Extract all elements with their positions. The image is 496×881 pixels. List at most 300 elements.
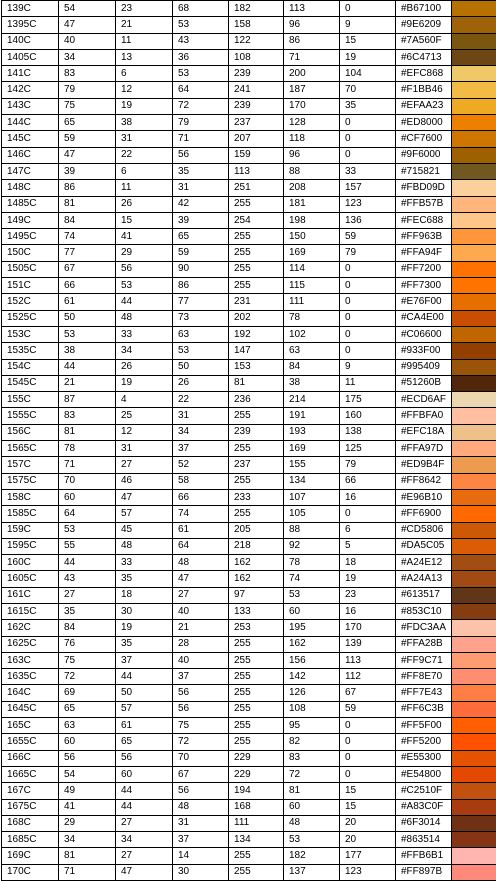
- rgb-b-cell: 0: [340, 766, 396, 782]
- cmyk-c-cell: 63: [59, 718, 116, 734]
- hex-code-cell: #715821: [396, 163, 452, 179]
- rgb-r-cell: 97: [229, 587, 284, 603]
- rgb-r-cell: 255: [229, 848, 284, 864]
- rgb-g-cell: 187: [284, 82, 340, 98]
- rgb-b-cell: 0: [340, 326, 396, 342]
- rgb-g-cell: 92: [284, 538, 340, 554]
- hex-code-cell: #ED8000: [396, 115, 452, 131]
- rgb-g-cell: 96: [284, 147, 340, 163]
- cmyk-c-cell: 50: [59, 310, 116, 326]
- rgb-b-cell: 170: [340, 620, 396, 636]
- color-swatch: [452, 115, 496, 131]
- color-swatch: [452, 17, 496, 33]
- hex-code-cell: #C06600: [396, 326, 452, 342]
- rgb-b-cell: 157: [340, 180, 396, 196]
- color-swatch: [452, 163, 496, 179]
- cmyk-y-cell: 26: [173, 375, 229, 391]
- table-row: [2, 766, 496, 782]
- rgb-r-cell: 133: [229, 603, 284, 619]
- rgb-r-cell: 255: [229, 685, 284, 701]
- pms-code-cell: 1395C: [2, 17, 59, 33]
- rgb-g-cell: 107: [284, 489, 340, 505]
- cmyk-m-cell: 27: [116, 815, 173, 831]
- hex-code-cell: #FDC3AA: [396, 620, 452, 636]
- rgb-g-cell: 162: [284, 636, 340, 652]
- rgb-g-cell: 53: [284, 832, 340, 848]
- cmyk-y-cell: 40: [173, 652, 229, 668]
- cmyk-c-cell: 60: [59, 734, 116, 750]
- pms-code-cell: 1545C: [2, 375, 59, 391]
- table-row: [2, 212, 496, 228]
- rgb-g-cell: 182: [284, 848, 340, 864]
- table-row: [2, 506, 496, 522]
- cmyk-y-cell: 34: [173, 424, 229, 440]
- cmyk-y-cell: 66: [173, 489, 229, 505]
- cmyk-c-cell: 56: [59, 750, 116, 766]
- cmyk-c-cell: 40: [59, 33, 116, 49]
- cmyk-c-cell: 66: [59, 278, 116, 294]
- cmyk-y-cell: 30: [173, 864, 229, 880]
- cmyk-m-cell: 27: [116, 457, 173, 473]
- rgb-b-cell: 0: [340, 278, 396, 294]
- pms-code-cell: 170C: [2, 864, 59, 880]
- rgb-r-cell: 255: [229, 506, 284, 522]
- cmyk-y-cell: 64: [173, 82, 229, 98]
- cmyk-c-cell: 72: [59, 669, 116, 685]
- cmyk-m-cell: 56: [116, 261, 173, 277]
- rgb-g-cell: 88: [284, 163, 340, 179]
- table-row: [2, 408, 496, 424]
- pms-code-cell: 149C: [2, 212, 59, 228]
- rgb-b-cell: 9: [340, 359, 396, 375]
- cmyk-y-cell: 56: [173, 147, 229, 163]
- color-swatch: [452, 245, 496, 261]
- cmyk-c-cell: 44: [59, 555, 116, 571]
- hex-code-cell: #9E6209: [396, 17, 452, 33]
- hex-code-cell: #FF9C71: [396, 652, 452, 668]
- cmyk-m-cell: 48: [116, 310, 173, 326]
- cmyk-m-cell: 18: [116, 587, 173, 603]
- pms-code-cell: 148C: [2, 180, 59, 196]
- cmyk-c-cell: 38: [59, 343, 116, 359]
- rgb-g-cell: 150: [284, 229, 340, 245]
- pms-code-cell: 145C: [2, 131, 59, 147]
- cmyk-y-cell: 64: [173, 538, 229, 554]
- color-swatch: [452, 766, 496, 782]
- rgb-b-cell: 19: [340, 49, 396, 65]
- cmyk-c-cell: 47: [59, 147, 116, 163]
- cmyk-y-cell: 72: [173, 98, 229, 114]
- pms-code-cell: 150C: [2, 245, 59, 261]
- color-swatch: [452, 326, 496, 342]
- cmyk-c-cell: 71: [59, 864, 116, 880]
- rgb-b-cell: 67: [340, 685, 396, 701]
- color-swatch: [452, 815, 496, 831]
- table-row: [2, 555, 496, 571]
- rgb-g-cell: 126: [284, 685, 340, 701]
- rgb-g-cell: 118: [284, 131, 340, 147]
- rgb-g-cell: 105: [284, 506, 340, 522]
- rgb-g-cell: 78: [284, 310, 340, 326]
- cmyk-y-cell: 47: [173, 571, 229, 587]
- rgb-b-cell: 35: [340, 98, 396, 114]
- rgb-g-cell: 60: [284, 799, 340, 815]
- cmyk-c-cell: 84: [59, 620, 116, 636]
- rgb-b-cell: 123: [340, 864, 396, 880]
- hex-code-cell: #7A560F: [396, 33, 452, 49]
- pms-code-cell: 151C: [2, 278, 59, 294]
- rgb-r-cell: 207: [229, 131, 284, 147]
- table-row: [2, 310, 496, 326]
- cmyk-m-cell: 46: [116, 473, 173, 489]
- color-swatch: [452, 294, 496, 310]
- cmyk-m-cell: 44: [116, 294, 173, 310]
- cmyk-y-cell: 43: [173, 33, 229, 49]
- cmyk-y-cell: 79: [173, 115, 229, 131]
- rgb-b-cell: 23: [340, 587, 396, 603]
- table-row: [2, 832, 496, 848]
- pms-code-cell: 142C: [2, 82, 59, 98]
- cmyk-c-cell: 55: [59, 538, 116, 554]
- hex-code-cell: #FFBFA0: [396, 408, 452, 424]
- color-swatch: [452, 98, 496, 114]
- color-swatch: [452, 131, 496, 147]
- cmyk-m-cell: 30: [116, 603, 173, 619]
- rgb-r-cell: 231: [229, 294, 284, 310]
- hex-code-cell: #FF963B: [396, 229, 452, 245]
- cmyk-m-cell: 53: [116, 278, 173, 294]
- hex-code-cell: #933F00: [396, 343, 452, 359]
- color-swatch: [452, 799, 496, 815]
- hex-code-cell: #853C10: [396, 603, 452, 619]
- rgb-b-cell: 0: [340, 506, 396, 522]
- table-row: [2, 489, 496, 505]
- table-row: [2, 636, 496, 652]
- cmyk-m-cell: 13: [116, 49, 173, 65]
- cmyk-m-cell: 48: [116, 538, 173, 554]
- cmyk-m-cell: 31: [116, 131, 173, 147]
- table-row: [2, 163, 496, 179]
- rgb-b-cell: 9: [340, 17, 396, 33]
- hex-code-cell: #A24A13: [396, 571, 452, 587]
- rgb-r-cell: 81: [229, 375, 284, 391]
- rgb-r-cell: 255: [229, 229, 284, 245]
- cmyk-m-cell: 4: [116, 392, 173, 408]
- table-row: [2, 147, 496, 163]
- hex-code-cell: #E55300: [396, 750, 452, 766]
- cmyk-m-cell: 23: [116, 1, 173, 17]
- rgb-b-cell: 20: [340, 815, 396, 831]
- rgb-r-cell: 113: [229, 163, 284, 179]
- hex-code-cell: #FF8642: [396, 473, 452, 489]
- cmyk-y-cell: 74: [173, 506, 229, 522]
- pms-code-cell: 1555C: [2, 408, 59, 424]
- rgb-b-cell: 15: [340, 783, 396, 799]
- cmyk-m-cell: 45: [116, 522, 173, 538]
- table-row: [2, 701, 496, 717]
- rgb-r-cell: 162: [229, 571, 284, 587]
- cmyk-c-cell: 41: [59, 799, 116, 815]
- cmyk-c-cell: 54: [59, 766, 116, 782]
- cmyk-m-cell: 38: [116, 115, 173, 131]
- color-swatch: [452, 473, 496, 489]
- cmyk-y-cell: 31: [173, 408, 229, 424]
- rgb-r-cell: 236: [229, 392, 284, 408]
- rgb-r-cell: 122: [229, 33, 284, 49]
- cmyk-m-cell: 60: [116, 766, 173, 782]
- cmyk-y-cell: 71: [173, 131, 229, 147]
- cmyk-c-cell: 54: [59, 1, 116, 17]
- table-row: [2, 17, 496, 33]
- cmyk-y-cell: 56: [173, 701, 229, 717]
- hex-code-cell: #FF6C3B: [396, 701, 452, 717]
- rgb-g-cell: 191: [284, 408, 340, 424]
- pms-code-cell: 147C: [2, 163, 59, 179]
- cmyk-c-cell: 39: [59, 163, 116, 179]
- cmyk-y-cell: 42: [173, 196, 229, 212]
- rgb-r-cell: 237: [229, 115, 284, 131]
- cmyk-c-cell: 75: [59, 652, 116, 668]
- rgb-g-cell: 83: [284, 750, 340, 766]
- color-swatch: [452, 392, 496, 408]
- hex-code-cell: #FF6900: [396, 506, 452, 522]
- cmyk-m-cell: 19: [116, 375, 173, 391]
- rgb-g-cell: 193: [284, 424, 340, 440]
- rgb-r-cell: 255: [229, 245, 284, 261]
- color-swatch: [452, 538, 496, 554]
- table-row: [2, 375, 496, 391]
- table-row: [2, 457, 496, 473]
- hex-code-cell: #B67100: [396, 1, 452, 17]
- color-swatch: [452, 196, 496, 212]
- cmyk-m-cell: 44: [116, 783, 173, 799]
- cmyk-m-cell: 35: [116, 636, 173, 652]
- cmyk-y-cell: 56: [173, 685, 229, 701]
- pms-code-cell: 166C: [2, 750, 59, 766]
- rgb-b-cell: 15: [340, 33, 396, 49]
- cmyk-c-cell: 47: [59, 17, 116, 33]
- color-swatch: [452, 832, 496, 848]
- rgb-r-cell: 239: [229, 66, 284, 82]
- color-swatch: [452, 180, 496, 196]
- pms-code-cell: 153C: [2, 326, 59, 342]
- rgb-r-cell: 205: [229, 522, 284, 538]
- table-row: [2, 571, 496, 587]
- cmyk-m-cell: 35: [116, 571, 173, 587]
- hex-code-cell: #FEC688: [396, 212, 452, 228]
- pms-code-cell: 1655C: [2, 734, 59, 750]
- hex-code-cell: #CF7600: [396, 131, 452, 147]
- cmyk-c-cell: 49: [59, 783, 116, 799]
- rgb-r-cell: 229: [229, 766, 284, 782]
- rgb-r-cell: 158: [229, 17, 284, 33]
- color-swatch: [452, 278, 496, 294]
- rgb-b-cell: 0: [340, 294, 396, 310]
- color-swatch: [452, 783, 496, 799]
- cmyk-m-cell: 25: [116, 408, 173, 424]
- pms-code-cell: 1505C: [2, 261, 59, 277]
- rgb-b-cell: 70: [340, 82, 396, 98]
- color-swatch: [452, 310, 496, 326]
- rgb-b-cell: 0: [340, 734, 396, 750]
- cmyk-c-cell: 74: [59, 229, 116, 245]
- rgb-g-cell: 198: [284, 212, 340, 228]
- table-row: [2, 359, 496, 375]
- cmyk-m-cell: 12: [116, 82, 173, 98]
- color-swatch: [452, 82, 496, 98]
- cmyk-c-cell: 64: [59, 506, 116, 522]
- rgb-b-cell: 59: [340, 701, 396, 717]
- hex-code-cell: #613517: [396, 587, 452, 603]
- rgb-r-cell: 255: [229, 441, 284, 457]
- rgb-r-cell: 255: [229, 636, 284, 652]
- cmyk-c-cell: 75: [59, 98, 116, 114]
- rgb-g-cell: 214: [284, 392, 340, 408]
- color-swatch: [452, 734, 496, 750]
- cmyk-m-cell: 47: [116, 864, 173, 880]
- cmyk-m-cell: 44: [116, 669, 173, 685]
- pms-code-cell: 164C: [2, 685, 59, 701]
- cmyk-c-cell: 61: [59, 294, 116, 310]
- cmyk-y-cell: 73: [173, 310, 229, 326]
- rgb-b-cell: 125: [340, 441, 396, 457]
- table-row: [2, 441, 496, 457]
- table-row: [2, 98, 496, 114]
- rgb-b-cell: 33: [340, 163, 396, 179]
- hex-code-cell: #FFB6B1: [396, 848, 452, 864]
- rgb-r-cell: 237: [229, 457, 284, 473]
- cmyk-c-cell: 34: [59, 832, 116, 848]
- cmyk-y-cell: 56: [173, 783, 229, 799]
- color-swatch: [452, 212, 496, 228]
- rgb-r-cell: 218: [229, 538, 284, 554]
- cmyk-c-cell: 70: [59, 473, 116, 489]
- color-swatch: [452, 147, 496, 163]
- hex-code-cell: #FBD09D: [396, 180, 452, 196]
- rgb-g-cell: 155: [284, 457, 340, 473]
- pms-code-cell: 1595C: [2, 538, 59, 554]
- pms-code-cell: 1495C: [2, 229, 59, 245]
- color-swatch: [452, 408, 496, 424]
- rgb-b-cell: 0: [340, 343, 396, 359]
- rgb-r-cell: 108: [229, 49, 284, 65]
- pms-code-cell: 1585C: [2, 506, 59, 522]
- rgb-b-cell: 175: [340, 392, 396, 408]
- rgb-b-cell: 0: [340, 147, 396, 163]
- rgb-g-cell: 38: [284, 375, 340, 391]
- rgb-r-cell: 255: [229, 734, 284, 750]
- cmyk-y-cell: 39: [173, 212, 229, 228]
- pms-code-cell: 162C: [2, 620, 59, 636]
- hex-code-cell: #E96B10: [396, 489, 452, 505]
- rgb-g-cell: 142: [284, 669, 340, 685]
- pms-code-cell: 1645C: [2, 701, 59, 717]
- table-row: [2, 718, 496, 734]
- table-row: [2, 734, 496, 750]
- rgb-g-cell: 156: [284, 652, 340, 668]
- color-swatch: [452, 652, 496, 668]
- hex-code-cell: #FF7E43: [396, 685, 452, 701]
- cmyk-m-cell: 37: [116, 652, 173, 668]
- rgb-g-cell: 113: [284, 1, 340, 17]
- cmyk-c-cell: 34: [59, 49, 116, 65]
- table-row: [2, 750, 496, 766]
- cmyk-c-cell: 83: [59, 66, 116, 82]
- rgb-b-cell: 18: [340, 555, 396, 571]
- table-row: [2, 669, 496, 685]
- pms-code-cell: 169C: [2, 848, 59, 864]
- table-row: [2, 261, 496, 277]
- table-row: [2, 245, 496, 261]
- table-row: [2, 603, 496, 619]
- hex-code-cell: #E54800: [396, 766, 452, 782]
- table-row: [2, 82, 496, 98]
- cmyk-c-cell: 83: [59, 408, 116, 424]
- rgb-g-cell: 170: [284, 98, 340, 114]
- rgb-b-cell: 79: [340, 245, 396, 261]
- color-swatch: [452, 522, 496, 538]
- hex-code-cell: #FF7300: [396, 278, 452, 294]
- color-swatch: [452, 864, 496, 880]
- cmyk-m-cell: 22: [116, 147, 173, 163]
- hex-code-cell: #CD5806: [396, 522, 452, 538]
- cmyk-c-cell: 86: [59, 180, 116, 196]
- cmyk-y-cell: 48: [173, 799, 229, 815]
- rgb-b-cell: 0: [340, 718, 396, 734]
- table-row: [2, 587, 496, 603]
- rgb-g-cell: 134: [284, 473, 340, 489]
- rgb-r-cell: 241: [229, 82, 284, 98]
- rgb-r-cell: 194: [229, 783, 284, 799]
- cmyk-c-cell: 76: [59, 636, 116, 652]
- rgb-b-cell: 113: [340, 652, 396, 668]
- pms-code-cell: 1565C: [2, 441, 59, 457]
- rgb-b-cell: 0: [340, 115, 396, 131]
- color-swatch: [452, 261, 496, 277]
- cmyk-m-cell: 34: [116, 343, 173, 359]
- color-swatch: [452, 571, 496, 587]
- hex-code-cell: #ED9B4F: [396, 457, 452, 473]
- pms-code-cell: 1665C: [2, 766, 59, 782]
- cmyk-m-cell: 33: [116, 326, 173, 342]
- cmyk-m-cell: 34: [116, 832, 173, 848]
- rgb-g-cell: 169: [284, 245, 340, 261]
- rgb-r-cell: 159: [229, 147, 284, 163]
- color-swatch: [452, 359, 496, 375]
- hex-code-cell: #FF5F00: [396, 718, 452, 734]
- rgb-g-cell: 137: [284, 864, 340, 880]
- table-row: [2, 1, 496, 17]
- hex-code-cell: #FFA28B: [396, 636, 452, 652]
- cmyk-y-cell: 59: [173, 245, 229, 261]
- pms-code-cell: 1525C: [2, 310, 59, 326]
- rgb-r-cell: 239: [229, 424, 284, 440]
- table-row: [2, 652, 496, 668]
- cmyk-y-cell: 28: [173, 636, 229, 652]
- rgb-g-cell: 96: [284, 17, 340, 33]
- rgb-b-cell: 136: [340, 212, 396, 228]
- pms-code-cell: 161C: [2, 587, 59, 603]
- rgb-b-cell: 123: [340, 196, 396, 212]
- color-swatch: [452, 424, 496, 440]
- color-swatch: [452, 489, 496, 505]
- cmyk-y-cell: 31: [173, 815, 229, 831]
- hex-code-cell: #FFA94F: [396, 245, 452, 261]
- cmyk-y-cell: 35: [173, 163, 229, 179]
- table-row: [2, 392, 496, 408]
- rgb-r-cell: 192: [229, 326, 284, 342]
- pms-code-cell: 155C: [2, 392, 59, 408]
